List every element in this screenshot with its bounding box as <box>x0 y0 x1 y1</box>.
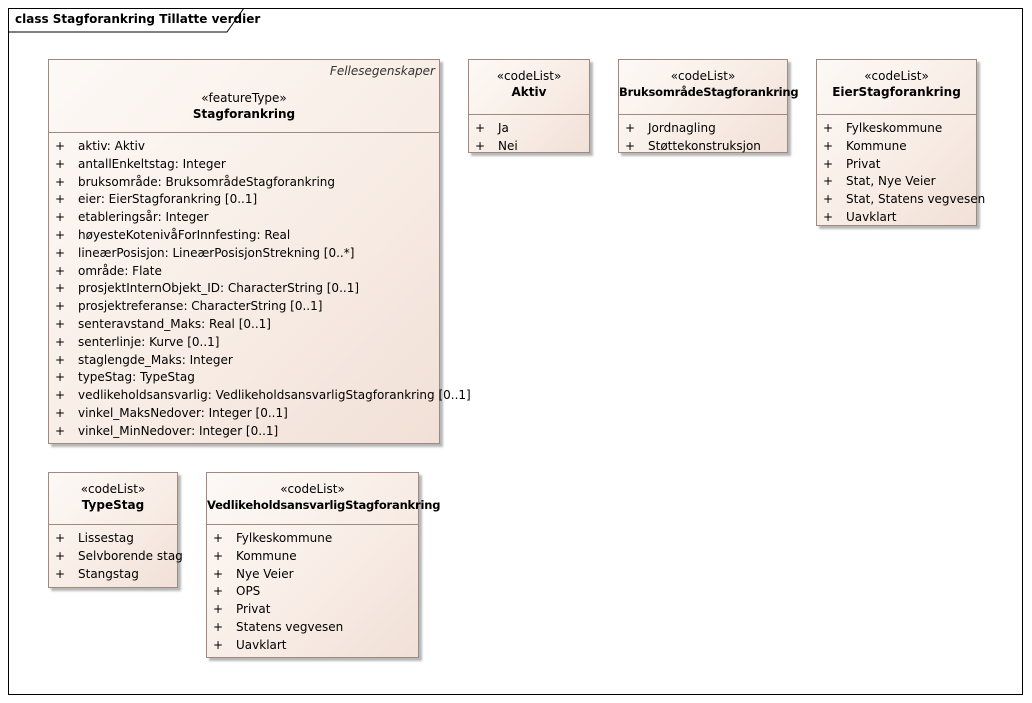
attribute-list <box>469 115 589 156</box>
attribute-text: Kommune <box>236 548 297 563</box>
visibility-marker: + <box>213 566 224 581</box>
visibility-marker: + <box>55 548 66 563</box>
attribute-item <box>817 209 976 227</box>
visibility-marker: + <box>55 174 66 189</box>
parent-class-label: Fellesegenskaper <box>329 64 435 78</box>
attribute-text: Stangstag <box>78 566 139 581</box>
attribute-text: Lissestag <box>78 531 134 545</box>
attribute-item <box>207 548 418 566</box>
attribute-item <box>49 530 177 548</box>
attribute-item <box>49 245 439 263</box>
class-vedlikeholdsansvarlig-stagforankring[interactable] <box>206 472 441 658</box>
attribute-text: vedlikeholdsansvarlig: VedlikeholdsansvarligStagforankring [0..1] <box>78 388 471 403</box>
attribute-text: Fylkeskommune <box>846 121 943 135</box>
visibility-marker: + <box>55 566 66 581</box>
visibility-marker: + <box>55 156 66 171</box>
class-bruksomrade-stagforankring[interactable] <box>618 59 799 153</box>
attribute-item <box>817 156 976 174</box>
attribute-item <box>49 191 439 209</box>
class-header <box>207 473 441 525</box>
attribute-text: antallEnkeltstag: Integer <box>78 156 226 171</box>
visibility-marker: + <box>213 531 224 545</box>
attribute-item <box>49 405 439 423</box>
attribute-text: bruksområde: BruksområdeStagforankring <box>78 174 336 189</box>
attribute-item <box>207 530 418 548</box>
class-name: EierStagforankring <box>832 85 961 99</box>
attribute-item <box>207 583 418 601</box>
attribute-text: senteravstand_Maks: Real [0..1] <box>78 316 271 331</box>
attribute-text: Støttekonstruksjon <box>648 138 761 153</box>
visibility-marker: + <box>55 405 66 420</box>
visibility-marker: + <box>55 388 66 403</box>
attribute-text: Privat <box>236 602 271 617</box>
visibility-marker: + <box>55 531 66 545</box>
visibility-marker: + <box>55 299 66 314</box>
attribute-item <box>49 263 439 281</box>
class-header <box>469 60 589 115</box>
class-header <box>619 60 799 115</box>
attribute-item <box>207 601 418 619</box>
visibility-marker: + <box>55 139 66 153</box>
stereotype-label: «featureType» <box>201 91 287 105</box>
attribute-text: Ja <box>498 121 509 135</box>
attribute-item <box>49 566 177 584</box>
visibility-marker: + <box>823 156 834 171</box>
visibility-marker: + <box>213 584 224 599</box>
visibility-marker: + <box>823 209 834 224</box>
attribute-item <box>207 619 418 637</box>
class-aktiv[interactable] <box>468 59 590 153</box>
stereotype-label: «codeList» <box>864 69 929 83</box>
diagram-title: class Stagforankring Tillatte verdier <box>15 12 261 26</box>
visibility-marker: + <box>55 192 66 207</box>
attribute-list <box>817 115 986 227</box>
attribute-text: senterlinje: Kurve [0..1] <box>78 334 220 349</box>
attribute-text: prosjektInternObjekt_ID: CharacterString [0..1] <box>78 281 360 296</box>
stereotype-label: «codeList» <box>80 482 146 496</box>
attribute-item <box>49 423 439 441</box>
attribute-item <box>469 138 589 156</box>
visibility-marker: + <box>55 227 66 242</box>
attribute-text: Nye Veier <box>236 566 294 581</box>
class-typestag[interactable] <box>48 472 183 588</box>
attribute-item <box>817 138 976 156</box>
class-header <box>817 60 976 115</box>
attribute-text: område: Flate <box>78 263 162 278</box>
attribute-item <box>817 120 976 138</box>
attribute-text: Kommune <box>846 138 907 153</box>
visibility-marker: + <box>213 602 224 617</box>
visibility-marker: + <box>823 192 834 207</box>
attribute-item <box>49 174 439 192</box>
attribute-text: Privat <box>846 156 881 171</box>
class-eier-stagforankring[interactable] <box>816 59 986 226</box>
attribute-text: Selvborende stag <box>78 548 183 563</box>
attribute-item <box>49 156 439 174</box>
attribute-text: Stat, Statens vegvesen <box>846 192 986 207</box>
visibility-marker: + <box>625 138 636 153</box>
attribute-text: lineærPosisjon: LineærPosisjonStrekning [0..*] <box>78 245 355 260</box>
stereotype-label: «codeList» <box>280 482 345 496</box>
attribute-item <box>49 387 471 405</box>
class-header <box>49 473 177 525</box>
attribute-text: eier: EierStagforankring [0..1] <box>78 192 258 207</box>
stereotype-label: «codeList» <box>496 69 562 83</box>
attribute-text: etableringsår: Integer <box>78 210 209 225</box>
attribute-item <box>49 280 439 298</box>
attribute-item <box>619 138 787 156</box>
visibility-marker: + <box>55 352 66 367</box>
attribute-item <box>49 352 439 370</box>
attribute-text: typeStag: TypeStag <box>78 370 195 385</box>
visibility-marker: + <box>823 138 834 153</box>
class-name: VedlikeholdsansvarligStagforankring <box>207 498 441 512</box>
attribute-text: Uavklart <box>846 209 897 224</box>
attribute-list <box>49 525 183 583</box>
attribute-text: vinkel_MinNedover: Integer [0..1] <box>78 423 279 438</box>
visibility-marker: + <box>213 619 224 634</box>
class-name: BruksområdeStagforankring <box>619 85 799 99</box>
class-name: TypeStag <box>81 498 145 512</box>
attribute-item <box>49 227 439 245</box>
attribute-list <box>619 115 787 156</box>
attribute-item <box>817 191 986 209</box>
attribute-item <box>49 209 439 227</box>
attribute-item <box>49 548 183 566</box>
attribute-text: Nei <box>498 138 518 153</box>
class-header <box>49 60 439 133</box>
attribute-item <box>619 120 787 138</box>
visibility-marker: + <box>55 245 66 260</box>
visibility-marker: + <box>55 423 66 438</box>
attribute-text: aktiv: Aktiv <box>78 139 145 153</box>
attribute-list <box>207 525 418 655</box>
attribute-text: Fylkeskommune <box>236 531 333 545</box>
attribute-item <box>207 637 418 655</box>
attribute-text: Jordnagling <box>648 121 716 135</box>
visibility-marker: + <box>55 334 66 349</box>
attribute-text: staglengde_Maks: Integer <box>78 352 233 367</box>
visibility-marker: + <box>55 370 66 385</box>
class-name: Aktiv <box>511 85 547 99</box>
visibility-marker: + <box>213 548 224 563</box>
attribute-item <box>469 120 589 138</box>
attribute-item <box>49 298 439 316</box>
class-stagforankring[interactable] <box>48 59 471 444</box>
attribute-text: OPS <box>236 584 261 599</box>
visibility-marker: + <box>55 281 66 296</box>
attribute-text: Uavklart <box>236 637 287 652</box>
attribute-text: høyesteKotenivåForInnfesting: Real <box>78 227 291 242</box>
attribute-item <box>49 334 439 352</box>
attribute-item <box>49 138 439 156</box>
visibility-marker: + <box>55 263 66 278</box>
class-name: Stagforankring <box>192 107 296 121</box>
visibility-marker: + <box>475 121 486 135</box>
visibility-marker: + <box>55 210 66 225</box>
visibility-marker: + <box>625 121 636 135</box>
attribute-item <box>49 316 439 334</box>
attribute-item <box>207 566 418 584</box>
visibility-marker: + <box>823 174 834 189</box>
attribute-text: prosjektreferanse: CharacterString [0..1] <box>78 299 323 314</box>
visibility-marker: + <box>213 637 224 652</box>
attribute-item <box>817 173 976 191</box>
attribute-text: Statens vegvesen <box>236 619 344 634</box>
attribute-text: Stat, Nye Veier <box>846 174 936 189</box>
stereotype-label: «codeList» <box>670 69 736 83</box>
attribute-text: vinkel_MaksNedover: Integer [0..1] <box>78 405 288 420</box>
attribute-item <box>49 369 439 387</box>
visibility-marker: + <box>55 316 66 331</box>
attribute-list <box>49 133 471 441</box>
visibility-marker: + <box>475 138 486 153</box>
visibility-marker: + <box>823 121 834 135</box>
